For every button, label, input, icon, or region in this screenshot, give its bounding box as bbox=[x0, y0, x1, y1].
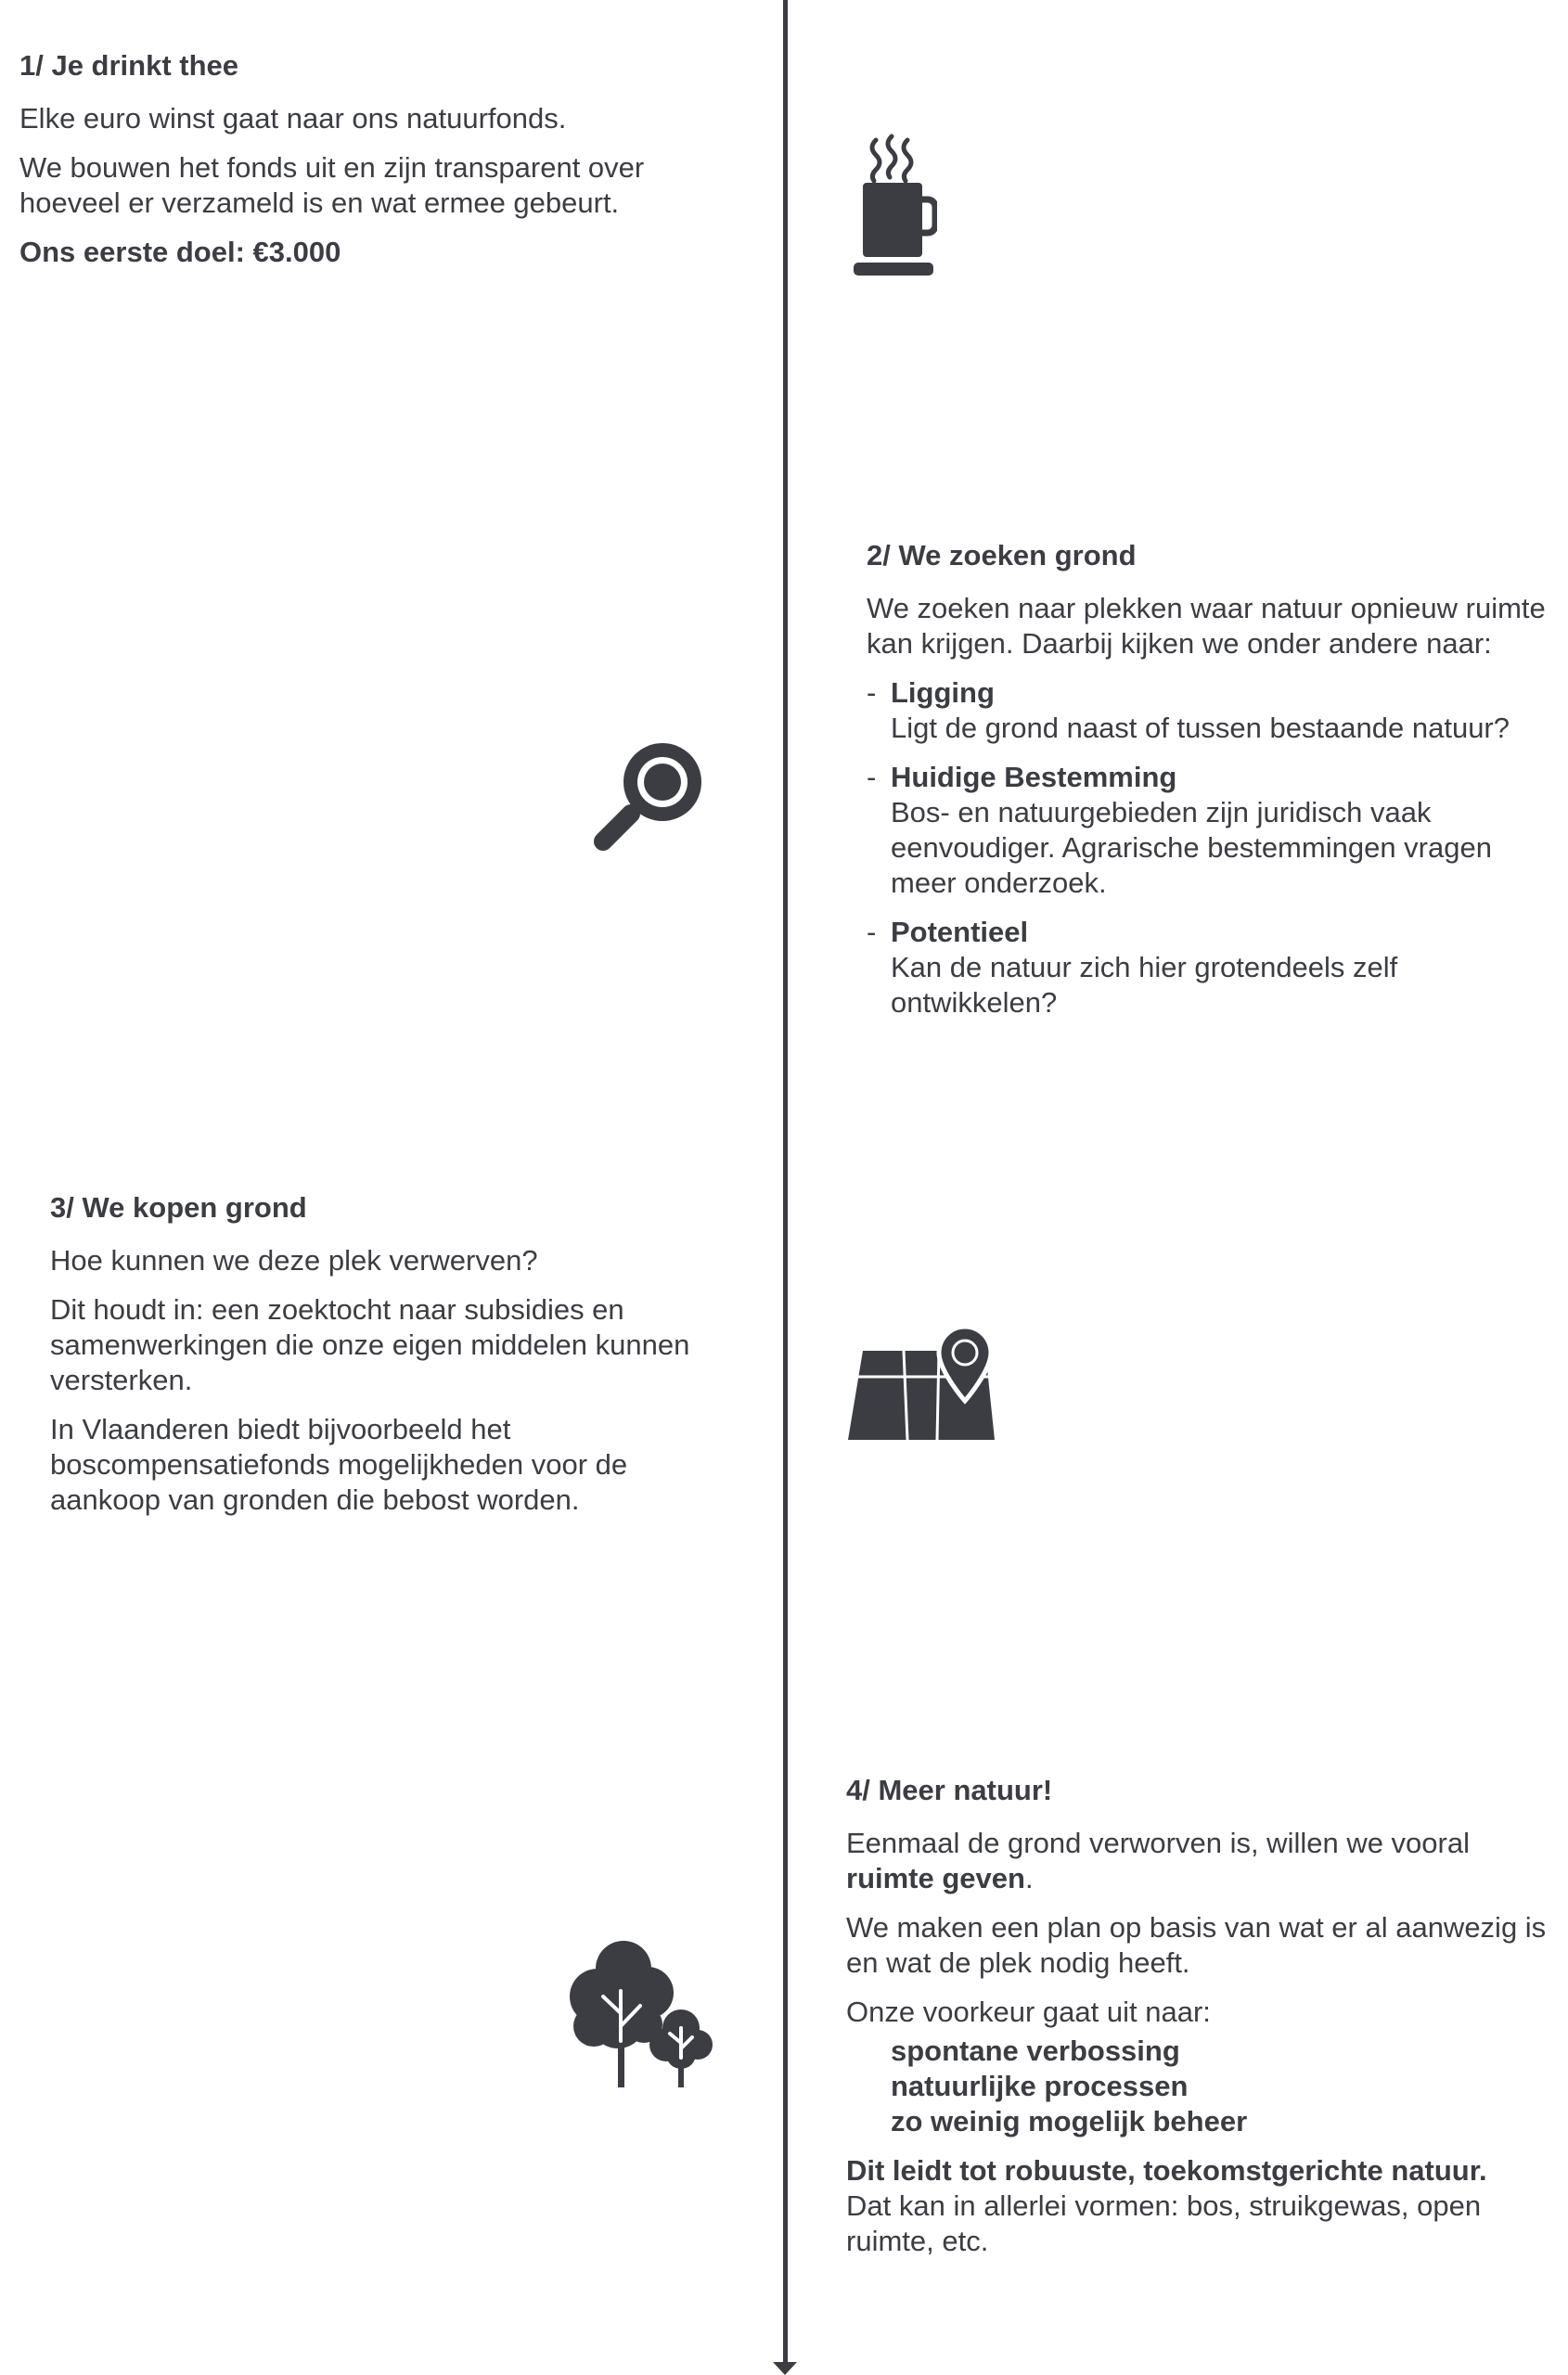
step1-goal: Ons eerste doel: €3.000 bbox=[19, 236, 341, 268]
step1-para1: Elke euro winst gaat naar ons natuurfonds. bbox=[19, 102, 567, 135]
magnifier-icon bbox=[590, 730, 714, 854]
criteria-item-bestemming bbox=[867, 760, 1553, 901]
step4-conclusion-bold: Dit leidt tot robuuste, toekomstgerichte natuur. bbox=[846, 2154, 1487, 2187]
step3-block bbox=[50, 1190, 718, 1532]
step1-para2: We bouwen het fonds uit en zijn transparent over hoeveel er verzameld is en wat ermee gebeurt. bbox=[19, 151, 645, 219]
timeline-arrow bbox=[773, 2362, 797, 2375]
criteria-dash: - bbox=[867, 761, 877, 793]
criteria-dash: - bbox=[867, 676, 877, 709]
criteria-desc: Kan de natuur zich hier grotendeels zelf ontwikkelen? bbox=[891, 951, 1398, 1019]
step4-pref-intro: Onze voorkeur gaat uit naar: bbox=[846, 1996, 1211, 2028]
step3-para2: Dit houdt in: een zoektocht naar subsidies en samenwerkingen die onze eigen middelen kunnen versterken. bbox=[50, 1293, 690, 1396]
preference-item: zo weinig mogelijk beheer bbox=[891, 2105, 1248, 2138]
timeline-line bbox=[783, 0, 788, 2364]
criteria-desc: Bos- en natuurgebieden zijn juridisch vaak eenvoudiger. Agrarische bestemmingen vragen meer onderzoek. bbox=[891, 796, 1492, 899]
step4-para1-end: . bbox=[1024, 1862, 1034, 1894]
step4-conclusion-text: Dat kan in allerlei vormen: bos, struikgewas, open ruimte, etc. bbox=[846, 2189, 1482, 2257]
criteria-title: Potentieel bbox=[891, 916, 1029, 948]
step3-para1: Hoe kunnen we deze plek verwerven? bbox=[50, 1244, 538, 1277]
tea-mug-icon bbox=[850, 133, 937, 281]
step3-para3: In Vlaanderen biedt bijvoorbeeld het boscompensatiefonds mogelijkheden voor de aankoop van gronden die bebost worden. bbox=[50, 1413, 628, 1516]
map-pin-icon bbox=[846, 1325, 1000, 1444]
criteria-item-potentieel bbox=[867, 915, 1553, 1021]
step3-title: 3/ We kopen grond bbox=[50, 1191, 307, 1224]
criteria-desc: Ligt de grond naast of tussen bestaande natuur? bbox=[891, 712, 1510, 744]
preferences-list bbox=[846, 2034, 1561, 2139]
step4-para1 bbox=[846, 1826, 1561, 1896]
criteria-title: Ligging bbox=[891, 676, 995, 709]
criteria-dash: - bbox=[867, 916, 877, 948]
step2-title: 2/ We zoeken grond bbox=[867, 539, 1137, 571]
criteria-list bbox=[867, 675, 1553, 1021]
step4-conclusion bbox=[846, 2153, 1561, 2259]
step1-title: 1/ Je drinkt thee bbox=[19, 49, 239, 82]
criteria-item-ligging bbox=[867, 675, 1553, 746]
step4-para1-bold: ruimte geven bbox=[846, 1862, 1025, 1894]
step4-para2: We maken een plan op basis van wat er al aanwezig is en wat de plek nodig heeft. bbox=[846, 1911, 1547, 1979]
preference-item: spontane verbossing bbox=[891, 2035, 1180, 2067]
step4-title: 4/ Meer natuur! bbox=[846, 1774, 1053, 1806]
step2-intro: We zoeken naar plekken waar natuur opnieuw ruimte kan krijgen. Daarbij kijken we onder andere naar: bbox=[867, 592, 1546, 660]
step4-para1-start: Eenmaal de grond verworven is, willen we vooral bbox=[846, 1827, 1470, 1859]
step2-block bbox=[867, 538, 1553, 1034]
trees-icon bbox=[566, 1939, 718, 2091]
preference-item: natuurlijke processen bbox=[891, 2070, 1189, 2102]
step4-block bbox=[846, 1773, 1561, 2273]
criteria-title: Huidige Bestemming bbox=[891, 761, 1177, 793]
step1-block bbox=[19, 48, 725, 284]
